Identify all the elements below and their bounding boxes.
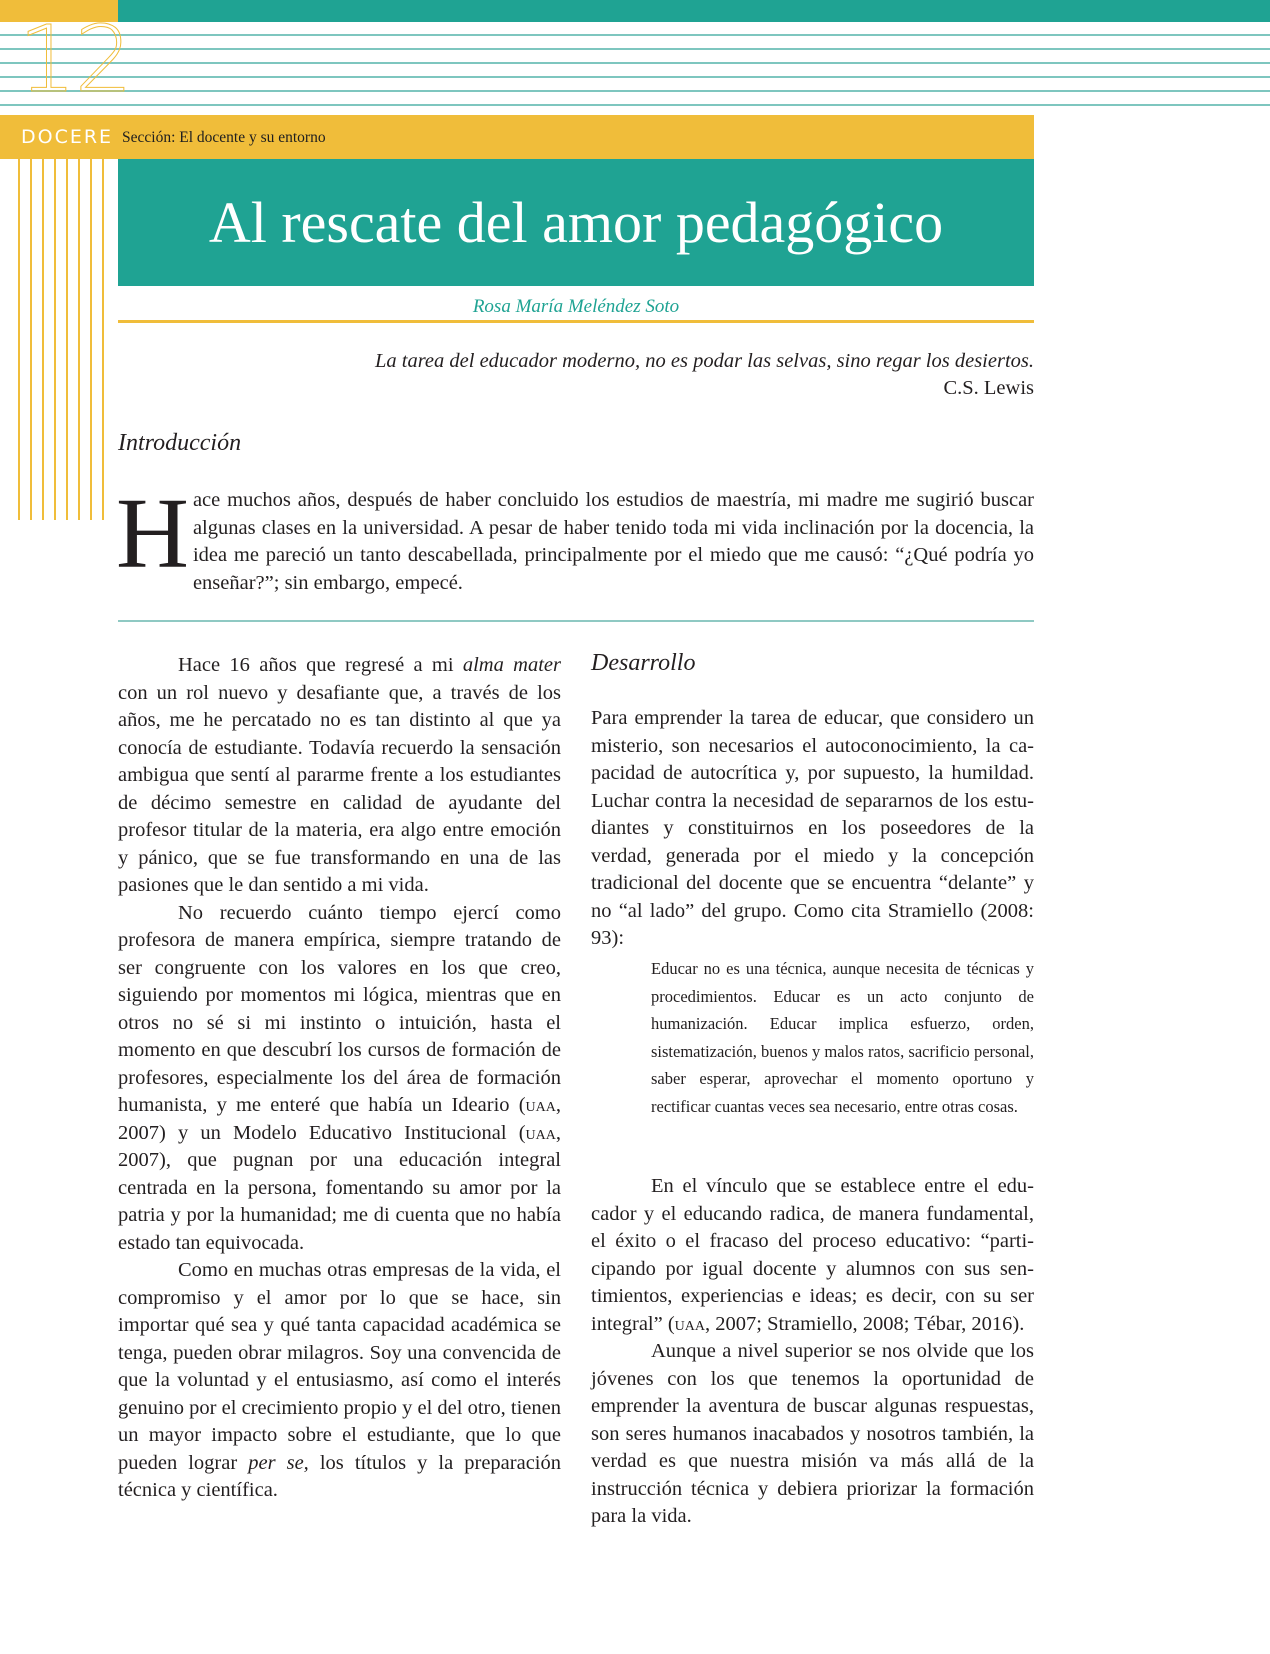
text-run: los títulos y la preparación técnica y científica. — [118, 1451, 561, 1501]
drop-cap: H — [116, 477, 189, 589]
right-column-top — [591, 705, 1034, 953]
header-rule — [0, 76, 1270, 78]
paragraph — [118, 1257, 561, 1505]
section-divider — [118, 620, 1034, 622]
text-run: No recuerdo cuánto tiempo ejercí como profesora de manera empírica, siempre tratando de ser congruente con los valores en los que creo, siguiendo por momentos mi lógica, mientras que en otros no sé si mi instinto o intuición, hasta el momento en que descubrí los cursos de formación de profesores, especialmente los del área de formación humanista, y me enteré que había un Ideario ( — [118, 901, 561, 1116]
text-run: En el vínculo que se establece entre el educador y el educando radica, de manera fundamental, el éxito o el fracaso del proceso educativo: “participando por igual docente y alumnos con sus sentimientos, experiencias e ideas; es decir, con su ser integral” ( — [591, 1175, 1034, 1335]
decor-line — [66, 150, 68, 520]
paragraph: Para emprender la tarea de educar, que considero un misterio, son necesarios el autoconocimiento, la capacidad de autocrítica y, por supuesto, la humildad. Luchar contra la necesidad de separarnos de los estudiantes y constituirnos en los poseedores de la verdad, generada por el miedo y la concepción tradicional del docente que se encuentra “delante” y no “al lado” del grupo. Como cita Stramiello (2008: 93): — [591, 707, 1034, 949]
text-run: , 2007), que pugnan por una educación integral centrada en la persona, fomentando su amor por la patria y por la humanidad; me di cuenta que no había estado tan equivocada. — [118, 1121, 561, 1254]
decor-line — [54, 150, 56, 520]
decor-line — [78, 150, 80, 520]
paragraph — [118, 900, 561, 1258]
acronym: uaa — [525, 1121, 556, 1144]
header-rule — [0, 104, 1270, 106]
epigraph-author: C.S. Lewis — [943, 377, 1034, 399]
paragraph — [591, 1173, 1034, 1338]
decor-line — [102, 150, 104, 520]
text-run: , 2007) y un Modelo Educativo Institucional ( — [118, 1094, 561, 1144]
emphasis: per se, — [248, 1451, 309, 1474]
decor-line — [42, 150, 44, 520]
emphasis: alma mater — [462, 654, 561, 676]
development-heading: Desarrollo — [591, 650, 696, 676]
paragraph — [118, 652, 561, 900]
text-run: , 2007; Stramiello, 2008; Tébar, 2016). — [705, 1312, 1025, 1335]
left-column — [118, 652, 561, 1505]
paragraph: Aunque a nivel superior se nos olvide que los jóvenes con los que tenemos la oportunidad de emprender la aventura de buscar algunas respuestas, son seres humanos inacabados y nosotros también, la verdad es que nuestra misión va más allá de la instrucción técnica y debiera priorizar la formación para la vida. — [591, 1340, 1034, 1527]
epigraph-text: La tarea del educador moderno, no es podar las selvas, sino regar los desiertos. — [374, 350, 1034, 372]
intro-heading: Introducción — [118, 430, 242, 456]
author-rule — [118, 320, 1034, 323]
text-run: con un rol nuevo y desafiante que, a través de los años, me he percatado no es tan distinto al que ya conocía de estudiante. Todavía recuerdo la sensación ambigua que sentí al pararme frente a los estudiantes de décimo semestre en calidad de ayudante del profesor titular de la materia, era algo entre emoción y pánico, que se fue transformando en una de las pasiones que le dan sentido a mi vida. — [118, 681, 561, 896]
acronym: uaa — [525, 1094, 556, 1116]
journal-name: DOCERE — [21, 126, 114, 148]
text-run: Como en muchas otras empresas de la vida, el compromiso y el amor por lo que se hace, sin importar qué sea y qué tanta capacidad académica se tenga, pueden obrar milagros. Soy una convencida de que la voluntad y el entusiasmo, así como el interés genuino por el crecimiento propio y el del otro, tienen un mayor impacto sobre el estudiante, que lo que pueden lograr — [118, 1259, 561, 1474]
page-number: 12 — [18, 6, 132, 113]
article-title: Al rescate del amor pedagógico — [208, 190, 944, 255]
header-rule — [0, 48, 1270, 50]
acronym: uaa — [674, 1312, 706, 1335]
decor-line — [18, 150, 20, 520]
text-run: Hace 16 años que regresé a mi — [178, 654, 463, 676]
section-label: Sección: El docente y su entorno — [122, 129, 326, 146]
right-column-bottom — [591, 1173, 1034, 1531]
header-teal-band — [0, 0, 1270, 22]
header-rule — [0, 62, 1270, 64]
header-rule — [0, 90, 1270, 92]
decor-line — [30, 150, 32, 520]
article-author: Rosa María Meléndez Soto — [472, 296, 680, 317]
block-quote: Educar no es una técnica, aunque necesita de técnicas y procedimientos. Educar es un acto conjunto de humanización. Educar implica esfuerzo, orden, sistematización, buenos y malos ratos, sacrificio personal, saber esperar, aprovechar el momento oportuno y rectificar cuantas veces sea necesario, entre otras cosas. — [651, 959, 1034, 1116]
decor-line — [90, 150, 92, 520]
header-rule — [0, 34, 1270, 36]
intro-text: ace muchos años, después de haber concluido los estudios de maestría, mi madre me sugirió buscar algunas clases en la universidad. A pesar de haber tenido toda mi vida inclinación por la docencia, la idea me pareció un tanto descabellada, principalmente por el miedo que me causó: “¿Qué podría yo enseñar?”; sin embargo, empecé. — [192, 489, 1034, 594]
intro-paragraph — [116, 477, 1034, 597]
